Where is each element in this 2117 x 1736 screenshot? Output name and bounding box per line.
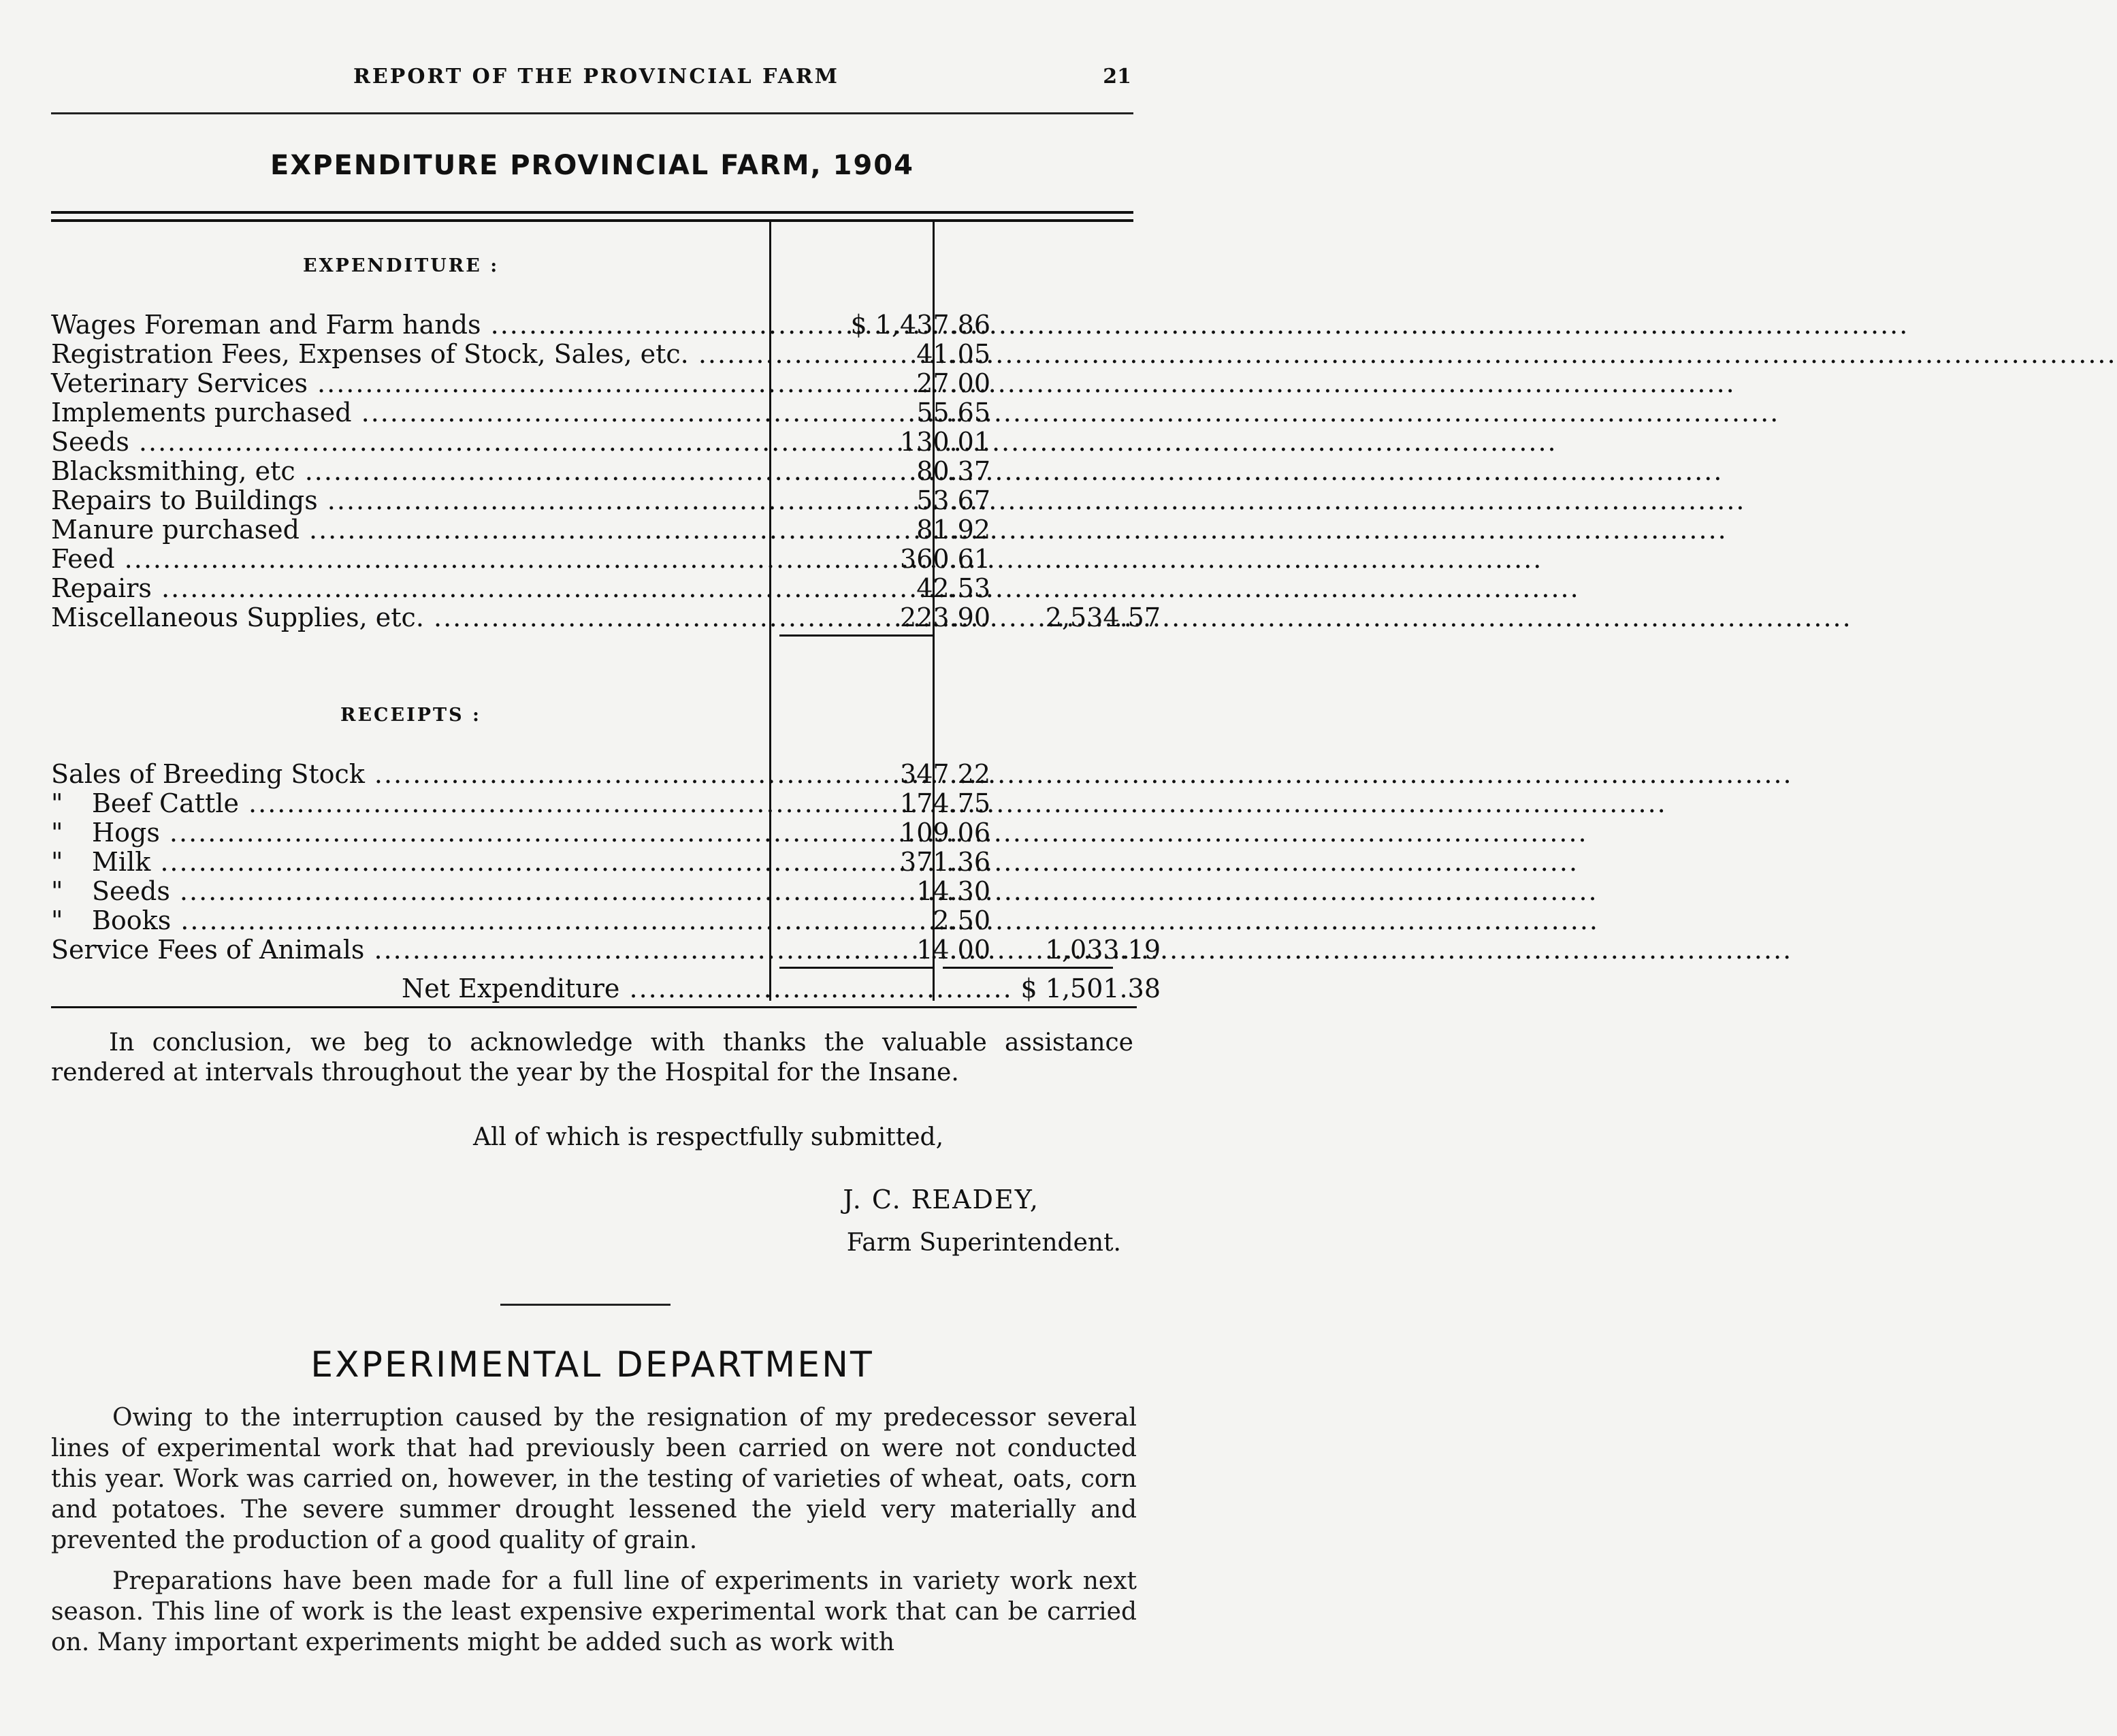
receipts-row-amount: 109.06 (900, 818, 990, 848)
expenditure-row-amount: 27.00 (916, 368, 990, 398)
table-top-rule-second (51, 219, 1133, 222)
expenditure-row-amount: 41.05 (916, 339, 990, 369)
experimental-paragraph-2-text: Preparations have been made for a full line of experiments in variety work next season. This line of work is the least expensive experimental work that can be carried on. Many important experiments might be added such as work with (51, 1567, 1137, 1656)
document-title: EXPENDITURE PROVINCIAL FARM, 1904 (270, 150, 914, 181)
expenditure-row-label: Seeds ..... (51, 427, 766, 457)
expenditure-row-amount: 80.37 (916, 456, 990, 486)
expenditure-row-amount: $ 1,437.86 (850, 310, 990, 340)
receipts-total-rule (943, 967, 1113, 969)
receipts-row-label: Sales of Breeding Stock ..... (51, 759, 766, 789)
ditto-mark: " (51, 905, 63, 935)
net-expenditure-total: $ 1,501.38 (1020, 974, 1161, 1003)
signer-title: Farm Superintendent. (846, 1229, 1121, 1257)
receipts-row-amount: 347.22 (900, 759, 990, 789)
expenditure-row-label: Repairs to Buildings ..... (51, 485, 766, 515)
expenditure-row-amount: 130.01 (900, 427, 990, 457)
receipts-row-amount: 2.50 (933, 905, 990, 935)
ditto-mark: " (51, 818, 63, 848)
experimental-department-title: EXPERIMENTAL DEPARTMENT (310, 1345, 874, 1385)
receipts-row-label: Hogs (92, 818, 160, 848)
receipts-sum-rule (779, 967, 933, 969)
expenditure-heading: EXPENDITURE : (303, 255, 500, 276)
expenditure-row-label: Veterinary Services ..... (51, 368, 766, 398)
experimental-paragraph-1 (51, 1402, 1137, 1556)
conclusion-paragraph (51, 1028, 1133, 1088)
page-number: 21 (1103, 65, 1131, 89)
receipts-row-label: Books (92, 905, 172, 935)
experimental-paragraph-1-text: Owing to the interruption caused by the resignation of my predecessor several lines of experimental work that had previously been carried on were not conducted this year. Work was carried on, however, in the testing of varieties of wheat, oats, corn and potatoes. The severe summer drought lessened the yield very materially and prevented the production of a good quality of grain. (51, 1404, 1137, 1554)
closing-line: All of which is respectfully submitted, (473, 1123, 944, 1151)
expenditure-row-label: Blacksmithing, etc ..... (51, 456, 766, 486)
receipts-row-label: Seeds (92, 876, 170, 906)
expenditure-row-amount: 81.92 (916, 515, 990, 545)
expenditure-row-amount: 42.53 (916, 573, 990, 603)
expenditure-total: 2,534.57 (1045, 602, 1161, 632)
ditto-mark: " (51, 788, 63, 818)
expenditure-row-label: Wages Foreman and Farm hands ..... (51, 310, 766, 340)
net-expenditure-label: Net Expenditure ..... (402, 974, 810, 1003)
expenditure-sum-rule (779, 634, 933, 637)
receipts-heading: RECEIPTS : (340, 705, 481, 726)
expenditure-row-label: Miscellaneous Supplies, etc. ..... (51, 602, 766, 632)
receipts-total: 1,033.19 (1045, 935, 1161, 965)
net-expenditure-row (51, 974, 1161, 1003)
ditto-mark: " (51, 876, 63, 906)
header-rule (51, 112, 1133, 114)
receipts-row-label: Beef Cattle (92, 788, 239, 818)
ditto-mark: " (51, 847, 63, 877)
expenditure-row-amount: 53.67 (916, 485, 990, 515)
expenditure-row-amount: 223.90 (900, 602, 990, 632)
table-top-rule (51, 211, 1133, 214)
expenditure-row-amount: 55.65 (916, 398, 990, 428)
expenditure-row-label: Manure purchased ..... (51, 515, 766, 545)
table-bottom-rule (51, 1006, 1137, 1008)
signer-name: J. C. READEY, (843, 1185, 1039, 1215)
receipts-row-amount: 371.36 (900, 847, 990, 877)
experimental-paragraph-2 (51, 1566, 1137, 1658)
receipts-row-label: Service Fees of Animals ..... (51, 935, 766, 965)
expenditure-row-amount: 360.61 (900, 544, 990, 574)
expenditure-row-label: Registration Fees, Expenses of Stock, Sales, etc. ..... (51, 339, 766, 369)
receipts-row-label: Milk (92, 847, 151, 877)
receipts-row-amount: 174.75 (900, 788, 990, 818)
receipts-row-amount: 14.00 (916, 935, 990, 965)
conclusion-text: In conclusion, we beg to acknowledge with thanks the valuable assistance rendered at intervals throughout the year by the Hospital for the Insane. (51, 1029, 1133, 1087)
expenditure-row-label: Feed ..... (51, 544, 766, 574)
expenditure-row-label: Implements purchased ..... (51, 398, 766, 428)
section-divider (500, 1304, 670, 1306)
running-header-title: REPORT OF THE PROVINCIAL FARM (353, 65, 840, 89)
expenditure-row-label: Repairs ..... (51, 573, 766, 603)
running-header (51, 65, 1142, 92)
receipts-row-amount: 14.30 (916, 876, 990, 906)
